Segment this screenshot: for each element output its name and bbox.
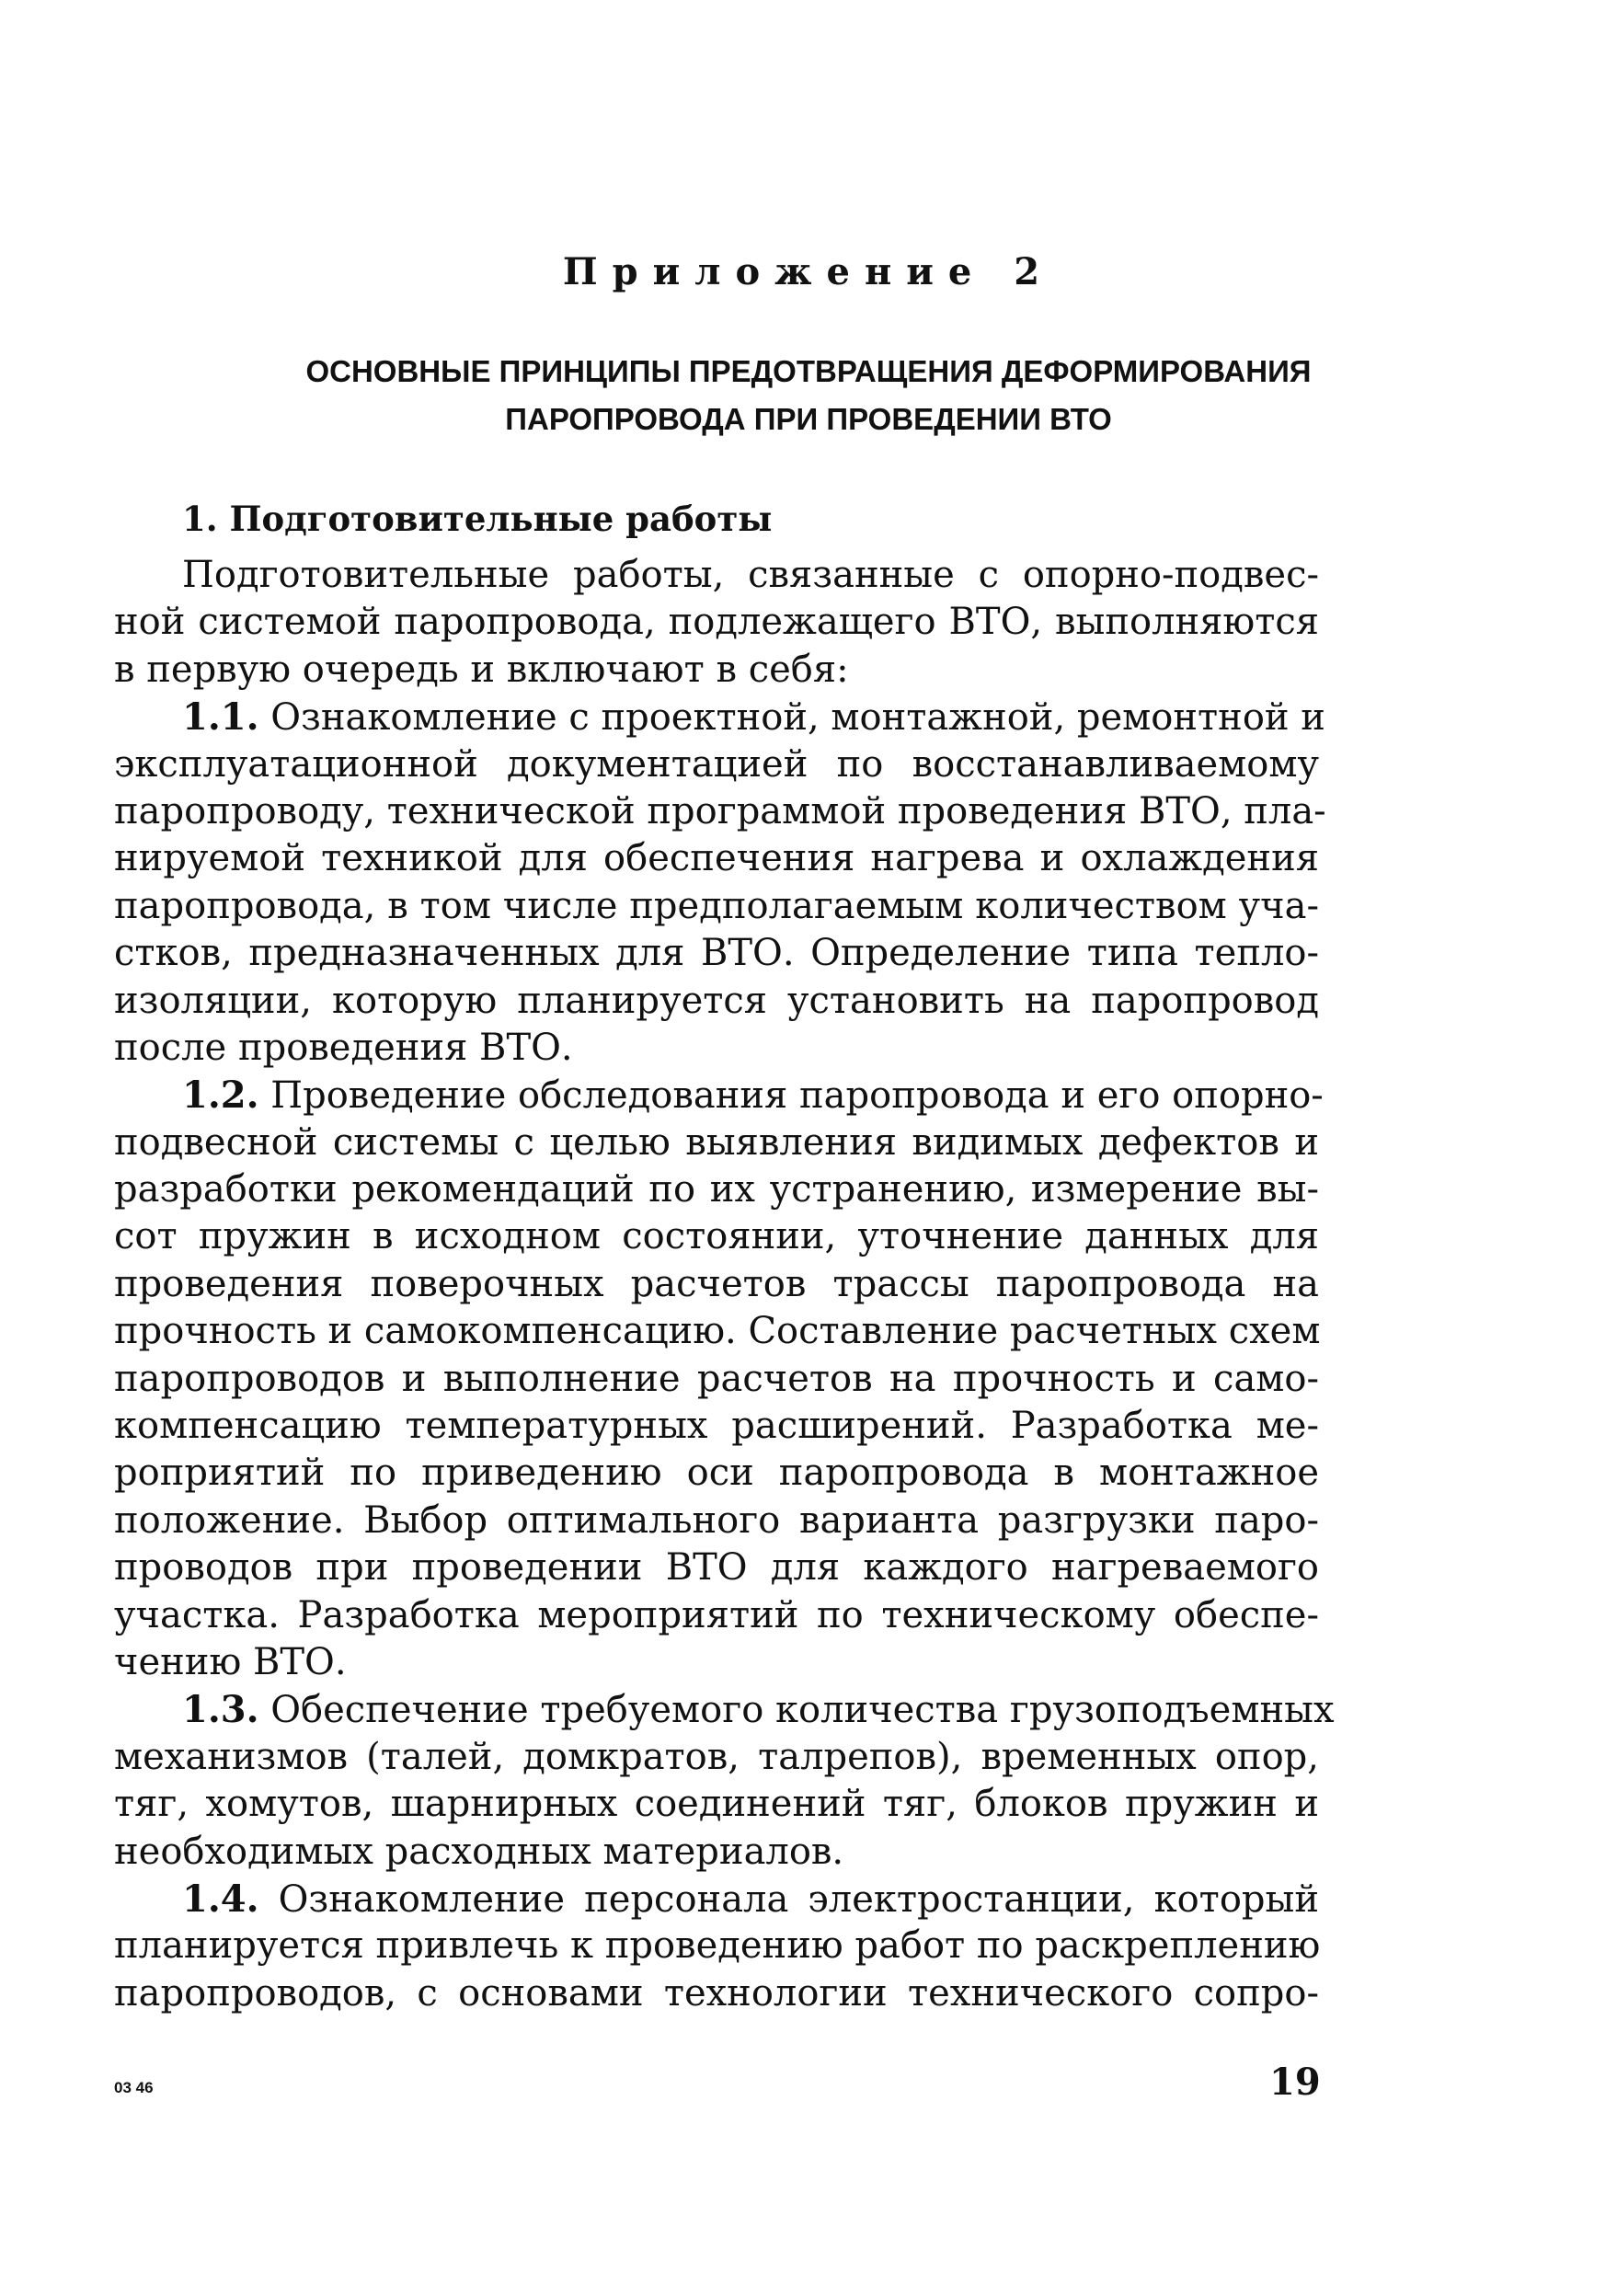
text-line: 1.4. Ознакомление персонала электростанции, который xyxy=(182,1877,1319,1921)
text-line: чению ВТО. xyxy=(114,1640,347,1683)
text-line: 1.3. Обеспечение требуемого количества грузоподъемных xyxy=(182,1688,1335,1732)
text-line: паропроводу, технической программой проведения ВТО, пла- xyxy=(114,789,1326,832)
text-line: сот пружин в исходном состоянии, уточнение данных для xyxy=(114,1215,1319,1258)
text-line: планируется привлечь к проведению работ по раскреплению xyxy=(114,1924,1321,1968)
text-line: необходимых расходных материалов. xyxy=(114,1830,844,1873)
text-line: стков, предназначенных для ВТО. Определение типа тепло- xyxy=(114,932,1319,975)
text-line: 1.2. Проведение обследования паропровода и его опорно- xyxy=(182,1073,1324,1118)
text-line: паропроводов, с основами технологии технического сопро- xyxy=(114,1971,1319,2015)
text-line: механизмов (талей, домкратов, талрепов), временных опор, xyxy=(114,1735,1319,1778)
text-line: компенсацию температурных расширений. Разработка ме- xyxy=(114,1405,1319,1448)
item-number: 1.3. xyxy=(182,1688,259,1732)
text-line: паропровода, в том числе предполагаемым количеством уча- xyxy=(114,884,1319,927)
text-line: тяг, хомутов, шарнирных соединений тяг, блоков пружин и xyxy=(114,1783,1319,1826)
list-item-1-2 xyxy=(114,1072,1324,1686)
page-number: 19 xyxy=(1269,2061,1321,2104)
text-line: разработки рекомендаций по их устранению, измерение вы- xyxy=(114,1168,1319,1211)
main-title-line: ОСНОВНЫЕ ПРИНЦИПЫ ПРЕДОТВРАЩЕНИЯ ДЕФОРМИРОВАНИЯ xyxy=(305,354,1312,388)
text-line: положение. Выбор оптимального варианта разгрузки паро- xyxy=(114,1498,1319,1542)
text-line: 1.1. Ознакомление с проектной, монтажной, ремонтной и xyxy=(182,695,1325,740)
text-line: проводов при проведении ВТО для каждого нагреваемого xyxy=(114,1546,1319,1590)
text-line: эксплуатационной документацией по восстанавливаемому xyxy=(114,742,1319,786)
text-line: проведения поверочных расчетов трассы паропровода на xyxy=(114,1262,1319,1305)
main-title xyxy=(184,348,1433,443)
text-line: после проведения ВТО. xyxy=(114,1026,573,1069)
section-body xyxy=(114,552,1335,2017)
text-line: ной системой паропровода, подлежащего ВТО, выполняются xyxy=(114,601,1319,644)
item-number: 1.1. xyxy=(182,695,259,740)
item-number: 1.2. xyxy=(182,1073,259,1118)
list-item-1-4 xyxy=(114,1876,1319,2017)
text-line: изоляции, которую планируется установить на паропровод xyxy=(114,979,1319,1022)
section-heading: 1. Подготовительные работы xyxy=(182,499,773,539)
intro-paragraph xyxy=(114,552,1319,694)
text-line: роприятий по приведению оси паропровода в монтажное xyxy=(114,1452,1319,1495)
main-title-line: ПАРОПРОВОДА ПРИ ПРОВЕДЕНИИ ВТО xyxy=(505,402,1112,436)
text-line: участка. Разработка мероприятий по техническому обеспе- xyxy=(114,1593,1319,1636)
text-line: прочность и самокомпенсацию. Составление расчетных схем xyxy=(114,1310,1321,1353)
text-line: нируемой техникой для обеспечения нагрева и охлаждения xyxy=(114,837,1319,880)
item-number: 1.4. xyxy=(182,1877,259,1921)
list-item-1-3 xyxy=(114,1686,1335,1876)
text-line: подвесной системы с целью выявления видимых дефектов и xyxy=(114,1120,1319,1164)
list-item-1-1 xyxy=(114,694,1326,1072)
appendix-label: Приложение 2 xyxy=(562,250,1055,293)
text-line: Подготовительные работы, связанные с опорно-подвес- xyxy=(182,554,1319,596)
text-line: паропроводов и выполнение расчетов на прочность и само- xyxy=(114,1357,1319,1400)
footer-code: 03 46 xyxy=(114,2079,154,2096)
text-line: в первую очередь и включают в себя: xyxy=(114,648,849,691)
